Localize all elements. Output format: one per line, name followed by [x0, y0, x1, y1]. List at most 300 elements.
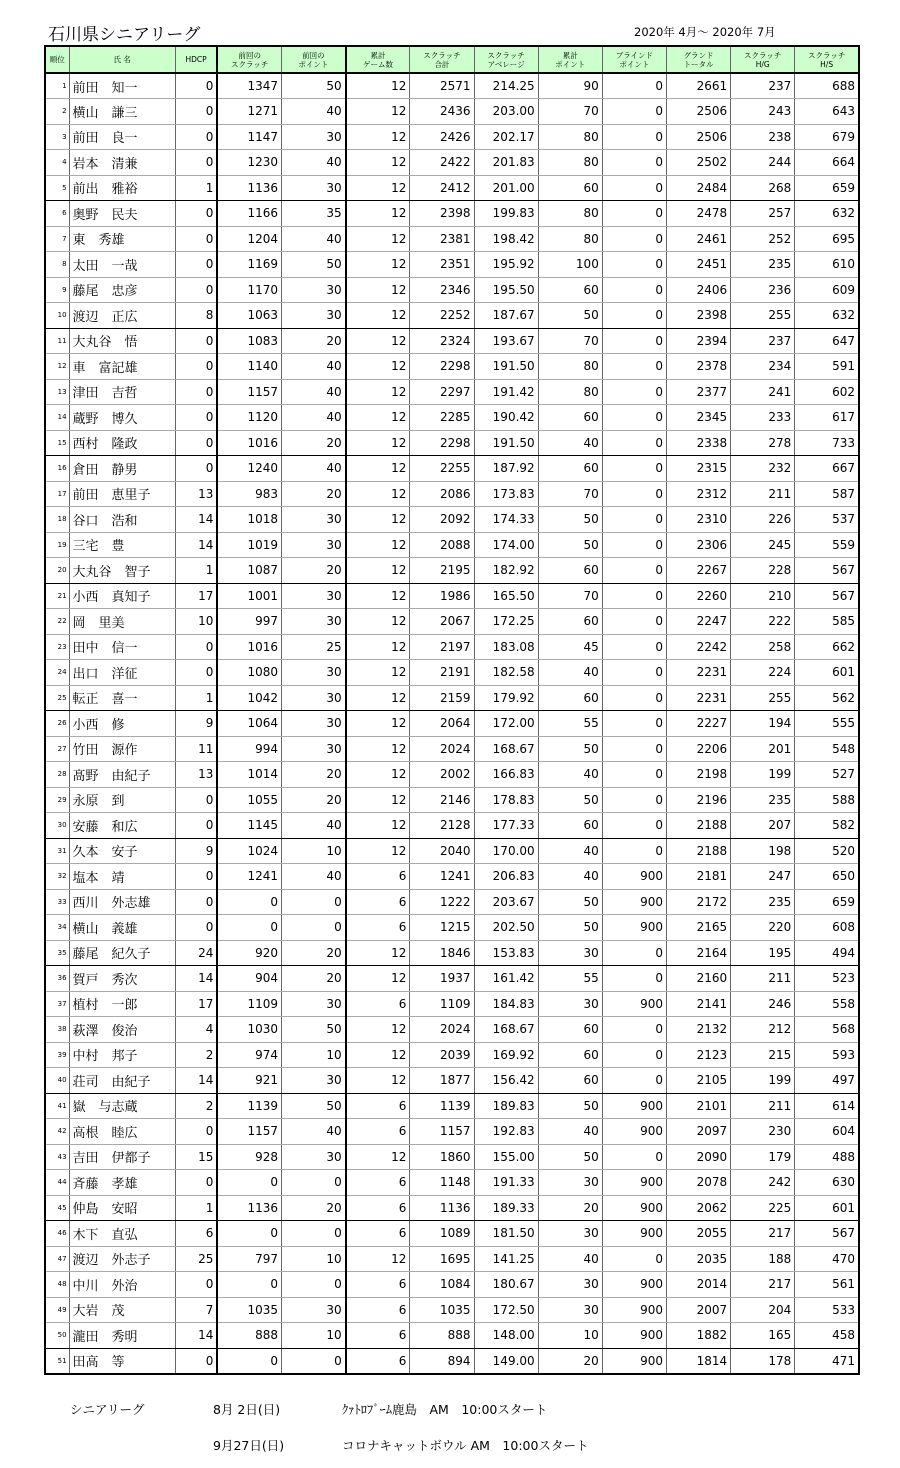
- table-row: [45, 634, 859, 660]
- cell-prev-scratch: 1157: [217, 379, 281, 405]
- cell-total-points: 40: [538, 864, 602, 890]
- cell-prev-scratch: 1080: [217, 660, 281, 686]
- cell-grand-total: 2160: [666, 966, 730, 992]
- cell-total-points: 90: [538, 73, 602, 99]
- table-row: [45, 1017, 859, 1043]
- cell-games: 12: [346, 226, 410, 252]
- cell-blind-points: 900: [602, 991, 666, 1017]
- cell-prev-scratch: 974: [217, 1042, 281, 1068]
- table-row: [45, 966, 859, 992]
- cell-games: 12: [346, 1144, 410, 1170]
- cell-total-points: 60: [538, 175, 602, 201]
- cell-total-points: 80: [538, 226, 602, 252]
- cell-grand-total: 2062: [666, 1195, 730, 1221]
- header-rank: 順位: [45, 46, 69, 73]
- cell-total-points: 80: [538, 150, 602, 176]
- cell-rank: 22: [45, 609, 69, 635]
- cell-blind-points: 900: [602, 1297, 666, 1323]
- table-row: [45, 277, 859, 303]
- cell-prev-scratch: 928: [217, 1144, 281, 1170]
- cell-rank: 44: [45, 1170, 69, 1196]
- cell-prev-points: 30: [282, 175, 346, 201]
- cell-total-points: 40: [538, 430, 602, 456]
- cell-scratch-hg: 224: [731, 660, 795, 686]
- cell-name: 荘司 由紀子: [69, 1068, 175, 1094]
- cell-hdcp: 0: [175, 405, 217, 431]
- table-row: [45, 175, 859, 201]
- cell-grand-total: 2338: [666, 430, 730, 456]
- table-row: [45, 481, 859, 507]
- cell-name: 津田 吉哲: [69, 379, 175, 405]
- cell-grand-total: 2188: [666, 838, 730, 864]
- cell-prev-scratch: 888: [217, 1323, 281, 1349]
- cell-scratch-average: 179.92: [474, 685, 538, 711]
- cell-prev-points: 30: [282, 1297, 346, 1323]
- cell-scratch-total: 2398: [410, 201, 474, 227]
- cell-prev-points: 35: [282, 201, 346, 227]
- cell-scratch-average: 181.50: [474, 1221, 538, 1247]
- cell-hdcp: 0: [175, 1272, 217, 1298]
- cell-prev-points: 10: [282, 838, 346, 864]
- cell-prev-points: 50: [282, 73, 346, 99]
- cell-scratch-hg: 241: [731, 379, 795, 405]
- cell-prev-points: 20: [282, 966, 346, 992]
- cell-games: 12: [346, 1246, 410, 1272]
- cell-rank: 9: [45, 277, 69, 303]
- cell-prev-scratch: 1064: [217, 711, 281, 737]
- cell-name: 渡辺 正広: [69, 303, 175, 329]
- cell-scratch-hs: 608: [795, 915, 859, 941]
- cell-total-points: 100: [538, 252, 602, 278]
- cell-games: 12: [346, 405, 410, 431]
- cell-prev-scratch: 1024: [217, 838, 281, 864]
- cell-scratch-hs: 458: [795, 1323, 859, 1349]
- cell-hdcp: 17: [175, 991, 217, 1017]
- cell-hdcp: 0: [175, 889, 217, 915]
- cell-scratch-total: 1860: [410, 1144, 474, 1170]
- cell-scratch-average: 203.00: [474, 99, 538, 125]
- cell-scratch-hg: 178: [731, 1348, 795, 1374]
- cell-scratch-hg: 188: [731, 1246, 795, 1272]
- table-row: [45, 1119, 859, 1145]
- table-row: [45, 201, 859, 227]
- cell-scratch-total: 1139: [410, 1093, 474, 1119]
- cell-prev-points: 30: [282, 532, 346, 558]
- cell-total-points: 70: [538, 328, 602, 354]
- cell-games: 12: [346, 354, 410, 380]
- cell-games: 12: [346, 558, 410, 584]
- cell-blind-points: 900: [602, 1272, 666, 1298]
- cell-grand-total: 2181: [666, 864, 730, 890]
- cell-total-points: 50: [538, 1093, 602, 1119]
- cell-grand-total: 2227: [666, 711, 730, 737]
- cell-scratch-hg: 243: [731, 99, 795, 125]
- cell-games: 6: [346, 1348, 410, 1374]
- cell-blind-points: 0: [602, 660, 666, 686]
- cell-prev-points: 40: [282, 405, 346, 431]
- cell-rank: 39: [45, 1042, 69, 1068]
- cell-rank: 21: [45, 583, 69, 609]
- cell-grand-total: 2315: [666, 456, 730, 482]
- cell-prev-scratch: 1136: [217, 175, 281, 201]
- cell-games: 12: [346, 660, 410, 686]
- cell-blind-points: 0: [602, 99, 666, 125]
- cell-scratch-average: 193.67: [474, 328, 538, 354]
- table-row: [45, 430, 859, 456]
- cell-blind-points: 0: [602, 124, 666, 150]
- cell-hdcp: 2: [175, 1093, 217, 1119]
- cell-scratch-average: 166.83: [474, 762, 538, 788]
- cell-scratch-hs: 559: [795, 532, 859, 558]
- cell-prev-points: 40: [282, 456, 346, 482]
- cell-scratch-hs: 523: [795, 966, 859, 992]
- cell-rank: 48: [45, 1272, 69, 1298]
- table-row: [45, 736, 859, 762]
- cell-prev-points: 0: [282, 1221, 346, 1247]
- cell-scratch-total: 1089: [410, 1221, 474, 1247]
- table-row: [45, 226, 859, 252]
- cell-hdcp: 0: [175, 1348, 217, 1374]
- cell-grand-total: 2123: [666, 1042, 730, 1068]
- cell-name: 太田 一哉: [69, 252, 175, 278]
- cell-name: 前田 恵里子: [69, 481, 175, 507]
- cell-scratch-average: 195.50: [474, 277, 538, 303]
- cell-hdcp: 0: [175, 354, 217, 380]
- cell-prev-points: 30: [282, 991, 346, 1017]
- cell-scratch-average: 168.67: [474, 1017, 538, 1043]
- cell-prev-scratch: 1030: [217, 1017, 281, 1043]
- cell-scratch-total: 2571: [410, 73, 474, 99]
- cell-name: 中川 外治: [69, 1272, 175, 1298]
- cell-hdcp: 0: [175, 379, 217, 405]
- cell-blind-points: 0: [602, 1042, 666, 1068]
- cell-scratch-hs: 604: [795, 1119, 859, 1145]
- cell-prev-points: 25: [282, 634, 346, 660]
- cell-grand-total: 2007: [666, 1297, 730, 1323]
- cell-rank: 14: [45, 405, 69, 431]
- table-row: [45, 889, 859, 915]
- cell-scratch-total: 1846: [410, 940, 474, 966]
- cell-rank: 4: [45, 150, 69, 176]
- cell-name: 瀧田 秀明: [69, 1323, 175, 1349]
- cell-scratch-average: 156.42: [474, 1068, 538, 1094]
- cell-blind-points: 0: [602, 1246, 666, 1272]
- cell-games: 12: [346, 481, 410, 507]
- cell-grand-total: 2506: [666, 99, 730, 125]
- cell-prev-scratch: 1018: [217, 507, 281, 533]
- cell-prev-scratch: 1240: [217, 456, 281, 482]
- cell-prev-scratch: 1145: [217, 813, 281, 839]
- cell-hdcp: 0: [175, 864, 217, 890]
- cell-hdcp: 14: [175, 1068, 217, 1094]
- cell-prev-points: 10: [282, 1042, 346, 1068]
- table-row: [45, 915, 859, 941]
- table-row: [45, 864, 859, 890]
- cell-scratch-total: 2351: [410, 252, 474, 278]
- cell-scratch-hs: 567: [795, 583, 859, 609]
- cell-name: 西川 外志雄: [69, 889, 175, 915]
- cell-scratch-total: 2195: [410, 558, 474, 584]
- cell-total-points: 55: [538, 711, 602, 737]
- cell-hdcp: 0: [175, 915, 217, 941]
- cell-blind-points: 0: [602, 201, 666, 227]
- cell-games: 6: [346, 1221, 410, 1247]
- cell-grand-total: 2242: [666, 634, 730, 660]
- cell-scratch-hg: 199: [731, 1068, 795, 1094]
- cell-scratch-hs: 520: [795, 838, 859, 864]
- cell-games: 12: [346, 583, 410, 609]
- cell-prev-points: 0: [282, 1272, 346, 1298]
- cell-name: 車 富記雄: [69, 354, 175, 380]
- cell-rank: 1: [45, 73, 69, 99]
- cell-blind-points: 0: [602, 252, 666, 278]
- header-name: 氏 名: [69, 46, 175, 73]
- table-row: [45, 405, 859, 431]
- cell-scratch-average: 203.67: [474, 889, 538, 915]
- cell-scratch-total: 2412: [410, 175, 474, 201]
- cell-rank: 10: [45, 303, 69, 329]
- cell-games: 12: [346, 456, 410, 482]
- cell-prev-points: 30: [282, 660, 346, 686]
- cell-blind-points: 900: [602, 1119, 666, 1145]
- cell-prev-points: 30: [282, 303, 346, 329]
- cell-prev-points: 40: [282, 354, 346, 380]
- cell-name: 吉田 伊都子: [69, 1144, 175, 1170]
- cell-scratch-total: 2426: [410, 124, 474, 150]
- cell-scratch-hs: 591: [795, 354, 859, 380]
- cell-name: 田高 等: [69, 1348, 175, 1374]
- cell-grand-total: 2506: [666, 124, 730, 150]
- cell-scratch-total: 2002: [410, 762, 474, 788]
- cell-blind-points: 900: [602, 1221, 666, 1247]
- cell-hdcp: 0: [175, 634, 217, 660]
- cell-scratch-total: 1986: [410, 583, 474, 609]
- cell-name: 田中 信一: [69, 634, 175, 660]
- cell-total-points: 30: [538, 1297, 602, 1323]
- cell-prev-points: 40: [282, 864, 346, 890]
- cell-grand-total: 2398: [666, 303, 730, 329]
- cell-prev-points: 0: [282, 1170, 346, 1196]
- cell-grand-total: 2101: [666, 1093, 730, 1119]
- cell-scratch-hg: 257: [731, 201, 795, 227]
- cell-grand-total: 2502: [666, 150, 730, 176]
- cell-scratch-hs: 561: [795, 1272, 859, 1298]
- cell-rank: 30: [45, 813, 69, 839]
- cell-scratch-average: 178.83: [474, 787, 538, 813]
- cell-scratch-total: 2381: [410, 226, 474, 252]
- cell-games: 12: [346, 379, 410, 405]
- cell-scratch-hg: 258: [731, 634, 795, 660]
- cell-blind-points: 0: [602, 966, 666, 992]
- cell-rank: 41: [45, 1093, 69, 1119]
- cell-scratch-hg: 244: [731, 150, 795, 176]
- table-row: [45, 1221, 859, 1247]
- cell-scratch-hs: 659: [795, 175, 859, 201]
- header-scratch-total: スクラッチ 合計: [410, 46, 474, 73]
- cell-scratch-hs: 688: [795, 73, 859, 99]
- cell-hdcp: 14: [175, 532, 217, 558]
- cell-rank: 45: [45, 1195, 69, 1221]
- cell-scratch-total: 888: [410, 1323, 474, 1349]
- cell-hdcp: 6: [175, 1221, 217, 1247]
- cell-rank: 32: [45, 864, 69, 890]
- cell-hdcp: 0: [175, 99, 217, 125]
- cell-prev-scratch: 1147: [217, 124, 281, 150]
- cell-prev-scratch: 1136: [217, 1195, 281, 1221]
- cell-scratch-average: 180.67: [474, 1272, 538, 1298]
- cell-scratch-hg: 235: [731, 889, 795, 915]
- cell-scratch-hg: 230: [731, 1119, 795, 1145]
- cell-scratch-average: 190.42: [474, 405, 538, 431]
- cell-name: 前田 知一: [69, 73, 175, 99]
- cell-games: 12: [346, 1068, 410, 1094]
- cell-grand-total: 2345: [666, 405, 730, 431]
- cell-games: 6: [346, 1195, 410, 1221]
- footer-date-2: 9月27日(日): [213, 1438, 285, 1453]
- cell-prev-points: 50: [282, 1093, 346, 1119]
- cell-prev-points: 20: [282, 558, 346, 584]
- cell-prev-points: 30: [282, 736, 346, 762]
- cell-scratch-total: 2064: [410, 711, 474, 737]
- cell-scratch-average: 191.42: [474, 379, 538, 405]
- cell-hdcp: 13: [175, 762, 217, 788]
- cell-scratch-hg: 236: [731, 277, 795, 303]
- cell-name: 大丸谷 智子: [69, 558, 175, 584]
- cell-total-points: 30: [538, 1272, 602, 1298]
- cell-blind-points: 0: [602, 303, 666, 329]
- cell-games: 12: [346, 201, 410, 227]
- cell-total-points: 50: [538, 889, 602, 915]
- table-row: [45, 1144, 859, 1170]
- cell-rank: 20: [45, 558, 69, 584]
- cell-scratch-hs: 494: [795, 940, 859, 966]
- table-row: [45, 1272, 859, 1298]
- cell-hdcp: 13: [175, 481, 217, 507]
- cell-scratch-hg: 217: [731, 1221, 795, 1247]
- table-row: [45, 1297, 859, 1323]
- cell-rank: 7: [45, 226, 69, 252]
- cell-scratch-average: 161.42: [474, 966, 538, 992]
- cell-name: 前田 良一: [69, 124, 175, 150]
- cell-scratch-hs: 587: [795, 481, 859, 507]
- cell-blind-points: 0: [602, 787, 666, 813]
- cell-prev-points: 20: [282, 787, 346, 813]
- cell-scratch-total: 2159: [410, 685, 474, 711]
- cell-rank: 38: [45, 1017, 69, 1043]
- cell-total-points: 50: [538, 303, 602, 329]
- cell-scratch-average: 198.42: [474, 226, 538, 252]
- cell-scratch-total: 1035: [410, 1297, 474, 1323]
- footer-date-1: 8月 2日(日): [213, 1402, 281, 1417]
- cell-scratch-average: 172.25: [474, 609, 538, 635]
- cell-prev-points: 30: [282, 685, 346, 711]
- cell-scratch-hs: 537: [795, 507, 859, 533]
- cell-scratch-average: 199.83: [474, 201, 538, 227]
- cell-rank: 28: [45, 762, 69, 788]
- cell-blind-points: 0: [602, 277, 666, 303]
- cell-total-points: 60: [538, 1017, 602, 1043]
- cell-prev-points: 20: [282, 762, 346, 788]
- cell-total-points: 50: [538, 532, 602, 558]
- cell-scratch-hg: 211: [731, 1093, 795, 1119]
- cell-scratch-hg: 228: [731, 558, 795, 584]
- cell-scratch-hs: 562: [795, 685, 859, 711]
- cell-hdcp: 0: [175, 150, 217, 176]
- table-row: [45, 532, 859, 558]
- cell-games: 12: [346, 532, 410, 558]
- table-row: [45, 1246, 859, 1272]
- cell-scratch-total: 2436: [410, 99, 474, 125]
- cell-scratch-average: 172.50: [474, 1297, 538, 1323]
- cell-games: 6: [346, 1272, 410, 1298]
- cell-scratch-hg: 201: [731, 736, 795, 762]
- table-row: [45, 558, 859, 584]
- cell-scratch-hs: 558: [795, 991, 859, 1017]
- cell-scratch-hs: 548: [795, 736, 859, 762]
- cell-games: 6: [346, 915, 410, 941]
- cell-rank: 26: [45, 711, 69, 737]
- cell-total-points: 60: [538, 405, 602, 431]
- cell-hdcp: 0: [175, 813, 217, 839]
- cell-prev-points: 30: [282, 583, 346, 609]
- cell-grand-total: 2461: [666, 226, 730, 252]
- cell-scratch-hs: 610: [795, 252, 859, 278]
- footer-venue-1: ｸｧﾄﾛﾌﾞｰﾑ鹿島 AM 10:00スタート: [342, 1402, 548, 1417]
- cell-scratch-total: 2255: [410, 456, 474, 482]
- cell-scratch-total: 2024: [410, 1017, 474, 1043]
- cell-scratch-hg: 252: [731, 226, 795, 252]
- cell-prev-points: 40: [282, 150, 346, 176]
- cell-scratch-total: 2252: [410, 303, 474, 329]
- table-row: [45, 73, 859, 99]
- cell-games: 12: [346, 736, 410, 762]
- cell-scratch-hs: 593: [795, 1042, 859, 1068]
- cell-scratch-total: 2067: [410, 609, 474, 635]
- cell-scratch-average: 153.83: [474, 940, 538, 966]
- cell-prev-points: 0: [282, 915, 346, 941]
- cell-rank: 25: [45, 685, 69, 711]
- cell-scratch-hg: 247: [731, 864, 795, 890]
- cell-scratch-hs: 585: [795, 609, 859, 635]
- cell-prev-points: 20: [282, 1195, 346, 1221]
- cell-scratch-average: 169.92: [474, 1042, 538, 1068]
- cell-name: 倉田 静男: [69, 456, 175, 482]
- cell-grand-total: 2090: [666, 1144, 730, 1170]
- cell-rank: 34: [45, 915, 69, 941]
- cell-prev-scratch: 1016: [217, 634, 281, 660]
- cell-scratch-total: 2086: [410, 481, 474, 507]
- cell-games: 12: [346, 303, 410, 329]
- cell-scratch-hs: 588: [795, 787, 859, 813]
- cell-scratch-total: 2092: [410, 507, 474, 533]
- cell-hdcp: 0: [175, 660, 217, 686]
- cell-scratch-hg: 232: [731, 456, 795, 482]
- cell-prev-scratch: 1271: [217, 99, 281, 125]
- period-range: 2020年 4月～ 2020年 7月: [634, 25, 776, 39]
- cell-scratch-hs: 643: [795, 99, 859, 125]
- cell-name: 萩澤 俊治: [69, 1017, 175, 1043]
- cell-grand-total: 2105: [666, 1068, 730, 1094]
- cell-scratch-hs: 567: [795, 558, 859, 584]
- cell-scratch-average: 172.00: [474, 711, 538, 737]
- cell-scratch-hs: 582: [795, 813, 859, 839]
- cell-blind-points: 0: [602, 838, 666, 864]
- cell-prev-scratch: 983: [217, 481, 281, 507]
- cell-total-points: 70: [538, 481, 602, 507]
- cell-scratch-average: 155.00: [474, 1144, 538, 1170]
- cell-scratch-hg: 245: [731, 532, 795, 558]
- cell-blind-points: 900: [602, 1093, 666, 1119]
